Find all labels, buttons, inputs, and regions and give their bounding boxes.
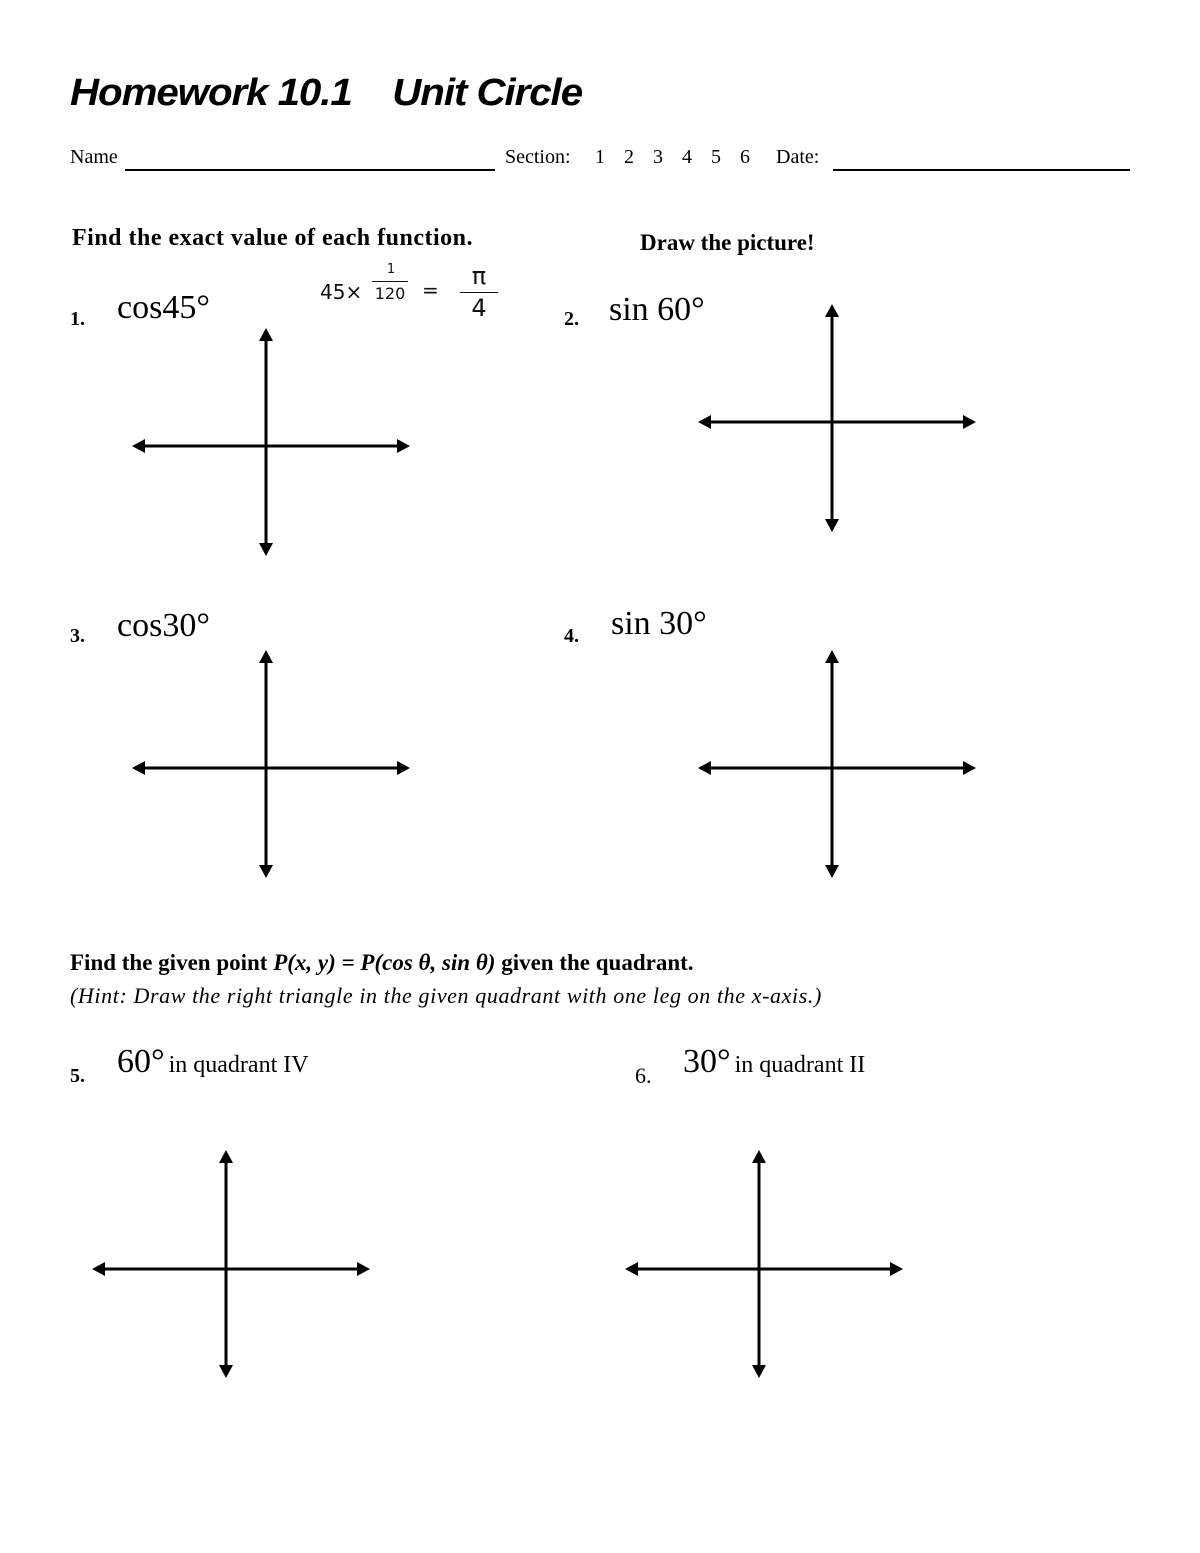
- problem-4-axes[interactable]: [696, 648, 978, 880]
- problem-4-number: 4.: [564, 625, 579, 647]
- problem-5-axes[interactable]: [90, 1148, 372, 1380]
- problem-5-angle: 60°: [117, 1043, 165, 1080]
- draw-instruction: Draw the picture!: [640, 230, 815, 255]
- problem-3-axes[interactable]: [130, 648, 412, 880]
- section-option-2[interactable]: 2: [624, 146, 634, 168]
- note-left: 45×: [320, 280, 363, 304]
- part2-hint: (Hint: Draw the right triangle in the given quadrant with one leg on the x-axis.): [70, 983, 822, 1008]
- handwritten-note: [320, 262, 510, 332]
- name-field[interactable]: [125, 169, 495, 171]
- part1-instruction: Find the exact value of each function.: [72, 225, 473, 251]
- page-title: Homework 10.1 Unit Circle: [70, 72, 583, 114]
- section-option-4[interactable]: 4: [682, 146, 692, 168]
- problem-2-number: 2.: [564, 308, 579, 330]
- date-label: Date:: [776, 146, 820, 168]
- section-option-1[interactable]: 1: [595, 146, 605, 168]
- problem-3-number: 3.: [70, 625, 85, 647]
- section-option-6[interactable]: 6: [740, 146, 750, 168]
- part2-instruction-prefix: Find the given point: [70, 950, 274, 975]
- problem-6-axes[interactable]: [623, 1148, 905, 1380]
- section-options: [595, 146, 750, 169]
- part2-instruction: [70, 950, 694, 976]
- note-result-num: π: [471, 262, 487, 290]
- part2-instruction-suffix: given the quadrant.: [495, 950, 694, 975]
- note-frac-num: 1: [386, 262, 396, 277]
- problem-6-angle: 30°: [683, 1043, 731, 1080]
- name-label: Name: [70, 146, 118, 168]
- date-field[interactable]: [833, 169, 1130, 171]
- problem-1-number: 1.: [70, 308, 85, 330]
- note-equals: =: [422, 278, 439, 302]
- problem-6-quadrant: in quadrant II: [734, 1052, 866, 1078]
- problem-2-expression: sin 60°: [609, 291, 705, 328]
- section-option-5[interactable]: 5: [711, 146, 721, 168]
- note-result-den: 4: [471, 294, 487, 322]
- part2-formula: P(x, y) = P(cos θ, sin θ): [273, 950, 496, 975]
- problem-2-axes[interactable]: [696, 302, 978, 534]
- problem-5-statement: [117, 1043, 309, 1081]
- problem-6-number: 6.: [635, 1063, 652, 1088]
- problem-5-quadrant: in quadrant IV: [168, 1052, 309, 1078]
- problem-5-number: 5.: [70, 1065, 85, 1087]
- section-option-3[interactable]: 3: [653, 146, 663, 168]
- problem-1-expression: cos45°: [117, 289, 210, 326]
- problem-4-expression: sin 30°: [611, 605, 707, 642]
- problem-1-axes[interactable]: [130, 326, 412, 558]
- problem-6-statement: [683, 1043, 865, 1081]
- section-label: Section:: [505, 146, 571, 168]
- note-frac-den: 120: [374, 284, 406, 303]
- problem-3-expression: cos30°: [117, 607, 210, 644]
